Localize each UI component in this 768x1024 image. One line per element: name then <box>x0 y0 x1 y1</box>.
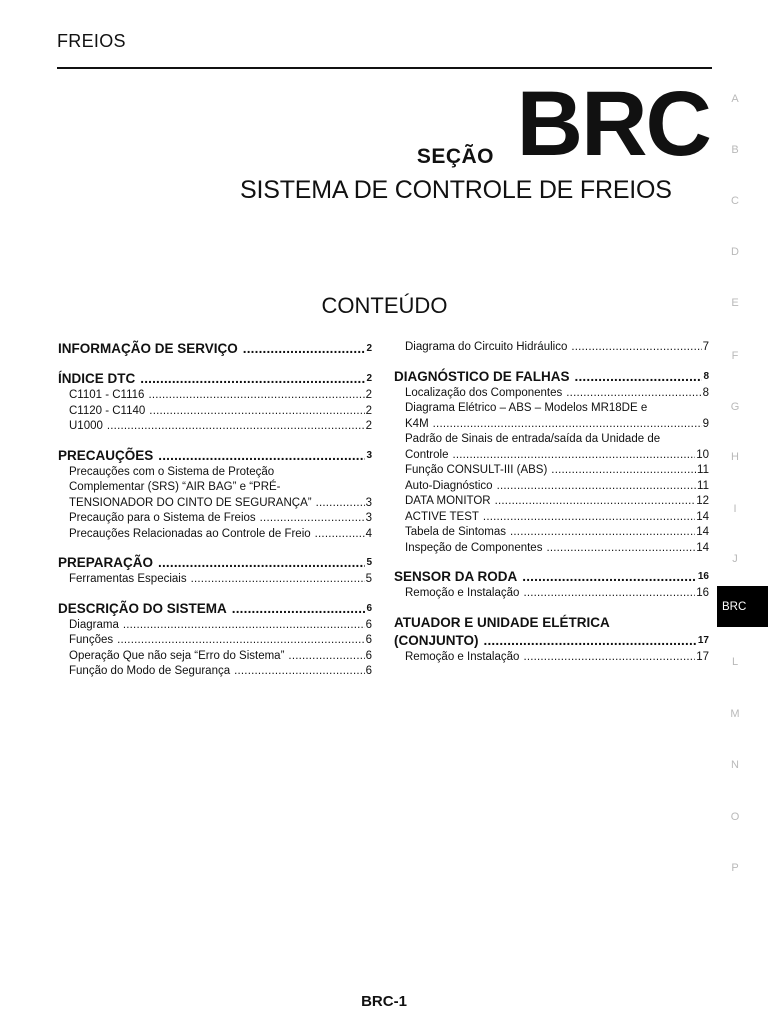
toc-heading[interactable] <box>394 368 709 386</box>
leader-dots <box>571 340 701 356</box>
leader-dots <box>232 600 366 618</box>
toc-heading[interactable] <box>58 600 372 618</box>
toc-item[interactable] <box>58 465 372 512</box>
toc-item-label: DATA MONITOR <box>405 495 491 507</box>
toc-item-label: Localização dos Componentes <box>405 386 563 399</box>
toc-item[interactable] <box>58 664 372 680</box>
section-code: BRC <box>516 73 710 175</box>
toc-heading-label: DESCRIÇÃO DO SISTEMA <box>58 600 227 616</box>
toc-item-label: Operação Que não seja “Erro do Sistema” <box>69 649 285 662</box>
toc-page-number: 3 <box>365 512 372 524</box>
toc-page-number: 10 <box>696 448 709 461</box>
side-index-letter[interactable]: G <box>730 401 740 413</box>
toc-page-number: 6 <box>366 602 372 614</box>
toc-page-number: 9 <box>702 417 709 430</box>
side-index-letter[interactable]: D <box>731 246 739 258</box>
toc-item-label: C1101 - C1116 <box>69 389 145 401</box>
leader-dots <box>566 386 701 402</box>
leader-dots <box>522 568 697 586</box>
toc-page-number: 6 <box>365 649 372 662</box>
toc-page-number: 6 <box>365 618 372 631</box>
toc-item-label: ACTIVE TEST <box>405 510 479 523</box>
toc-group <box>58 447 372 543</box>
leader-dots <box>158 554 365 572</box>
leader-dots <box>288 649 364 665</box>
toc-item[interactable] <box>394 463 709 479</box>
toc-page-number: 5 <box>365 573 372 585</box>
side-index-letter[interactable]: A <box>731 93 739 105</box>
side-index-letter[interactable]: J <box>732 553 738 565</box>
toc-item-label: Auto-Diagnóstico <box>405 479 493 492</box>
toc-heading[interactable] <box>394 568 709 586</box>
toc-item-label: Complementar (SRS) “AIR BAG” e “PRÉ- <box>69 481 281 493</box>
toc-item-label: U1000 <box>69 420 103 432</box>
toc-item-label: Diagrama <box>69 618 119 631</box>
toc-heading-label: INFORMAÇÃO DE SERVIÇO <box>58 341 238 356</box>
leader-dots <box>433 417 702 433</box>
toc-item[interactable] <box>58 527 372 543</box>
toc-page-number: 16 <box>696 587 709 599</box>
toc-page-number: 8 <box>702 386 709 399</box>
toc-item[interactable] <box>394 510 709 526</box>
toc-group <box>394 568 709 602</box>
section-tab-brc[interactable]: BRC <box>717 586 768 627</box>
leader-dots <box>107 419 365 435</box>
leader-dots <box>123 618 365 634</box>
leader-dots <box>148 388 364 404</box>
toc-item[interactable] <box>58 404 372 420</box>
toc-page-number: 3 <box>365 496 372 509</box>
header-divider <box>57 67 712 69</box>
side-index-letter[interactable]: I <box>733 503 737 515</box>
side-index-letter[interactable]: N <box>731 759 739 771</box>
toc-page-number: 14 <box>696 510 709 523</box>
toc-item-label: Função do Modo de Segurança <box>69 665 231 677</box>
toc-heading[interactable] <box>58 554 372 572</box>
side-index-letter[interactable]: E <box>731 297 739 309</box>
toc-heading-label: PREPARAÇÃO <box>58 555 154 570</box>
toc-item[interactable] <box>58 618 372 634</box>
toc-item-label: Funções <box>69 634 114 646</box>
toc-item[interactable] <box>58 419 372 435</box>
leader-dots <box>483 510 695 526</box>
leader-dots <box>484 632 697 650</box>
toc-item[interactable] <box>58 649 372 665</box>
section-label: SEÇÃO <box>416 145 494 168</box>
toc-page-number: 14 <box>696 541 709 554</box>
toc-heading-label: PRECAUÇÕES <box>58 447 154 463</box>
toc-page-number: 2 <box>366 343 372 354</box>
toc-item-label: TENSIONADOR DO CINTO DE SEGURANÇA” <box>69 496 312 509</box>
toc-heading[interactable] <box>58 340 372 358</box>
section-title: SISTEMA DE CONTROLE DE FREIOS <box>240 176 672 204</box>
toc-page-number: 3 <box>366 449 372 461</box>
toc-page-number: 2 <box>365 389 372 401</box>
toc-right-column <box>394 340 709 677</box>
leader-dots <box>523 650 695 666</box>
page-number: BRC-1 <box>361 993 407 1010</box>
toc-item[interactable] <box>394 479 709 495</box>
toc-page-number: 6 <box>365 634 372 646</box>
leader-dots <box>117 633 364 649</box>
toc-page-number: 14 <box>696 526 709 538</box>
toc-page-number: 6 <box>365 665 372 677</box>
toc-heading[interactable] <box>394 632 709 650</box>
contents-title: CONTEÚDO <box>321 293 448 318</box>
side-index-letter[interactable]: H <box>731 451 739 463</box>
toc-item[interactable] <box>58 633 372 649</box>
leader-dots <box>234 664 364 680</box>
toc-item-label: Remoção e Instalação <box>405 650 520 663</box>
leader-dots <box>158 447 365 465</box>
leader-dots <box>546 541 695 557</box>
toc-item-label: Diagrama Elétrico – ABS – Modelos MR18DE e <box>405 402 648 414</box>
toc-item[interactable] <box>394 340 709 356</box>
toc-heading-label: DIAGNÓSTICO DE FALHAS <box>394 368 570 384</box>
toc-item[interactable] <box>394 386 709 402</box>
toc-item[interactable] <box>58 388 372 404</box>
toc-heading[interactable] <box>58 447 372 465</box>
toc-page-number: 4 <box>365 527 372 540</box>
side-index-letter[interactable]: L <box>731 656 739 668</box>
toc-item[interactable] <box>58 572 372 588</box>
toc-page-number: 11 <box>697 479 709 492</box>
toc-item[interactable] <box>394 432 709 463</box>
toc-left-column <box>58 340 372 692</box>
toc-page-number: 8 <box>703 370 709 382</box>
toc-page-number: 16 <box>697 571 709 582</box>
toc-heading-label: (CONJUNTO) <box>394 632 479 648</box>
toc-group <box>58 370 372 435</box>
toc-item-label: Inspeção de Componentes <box>405 541 543 554</box>
toc-heading[interactable] <box>58 370 372 388</box>
toc-item[interactable] <box>394 448 709 464</box>
leader-dots <box>260 511 365 527</box>
side-index-letter[interactable]: M <box>730 708 740 720</box>
toc-page-number: 17 <box>697 634 709 646</box>
toc-item-label: Função CONSULT-III (ABS) <box>405 464 548 476</box>
leader-dots <box>495 494 696 510</box>
toc-item-label: Ferramentas Especiais <box>69 573 187 585</box>
toc-item-label: Precaução para o Sistema de Freios <box>69 512 256 524</box>
leader-dots <box>575 368 703 386</box>
toc-item-label: Controle <box>405 448 449 461</box>
leader-dots <box>243 340 366 358</box>
leader-dots <box>452 448 695 464</box>
toc-group <box>394 614 709 666</box>
leader-dots <box>316 496 365 512</box>
toc-page-number: 7 <box>702 341 709 353</box>
leader-dots <box>149 404 364 420</box>
toc-page-number: 5 <box>366 557 372 568</box>
toc-item[interactable] <box>58 496 372 512</box>
toc-item[interactable] <box>394 541 709 557</box>
toc-item-label: Precauções Relacionadas ao Controle de Freio <box>69 527 311 540</box>
header-title: FREIOS <box>57 31 126 51</box>
leader-dots <box>497 479 696 495</box>
toc-page-number: 2 <box>366 373 372 384</box>
toc-page-number: 2 <box>365 420 372 432</box>
toc-group <box>58 600 372 680</box>
side-index-letter[interactable]: P <box>731 862 739 874</box>
leader-dots <box>315 527 365 543</box>
toc-item-label: C1120 - C1140 <box>69 404 146 417</box>
side-index-letter[interactable]: C <box>731 195 739 207</box>
toc-page-number: 11 <box>697 464 709 476</box>
side-index-letter[interactable]: B <box>731 144 739 156</box>
toc-group <box>394 340 709 356</box>
leader-dots <box>510 525 695 541</box>
toc-group <box>58 340 372 358</box>
toc-item[interactable] <box>394 417 709 433</box>
leader-dots <box>551 463 696 479</box>
side-index-letter[interactable]: F <box>731 350 739 362</box>
toc-item-label: Precauções com o Sistema de Proteção <box>69 465 275 478</box>
leader-dots <box>140 370 365 388</box>
toc-heading[interactable] <box>394 614 709 650</box>
toc-item[interactable] <box>394 650 709 666</box>
toc-item-label: Padrão de Sinais de entrada/saída da Unidade de <box>405 433 661 445</box>
toc-group <box>58 554 372 588</box>
toc-item-label: K4M <box>405 417 429 430</box>
toc-item[interactable] <box>394 525 709 541</box>
toc-item[interactable] <box>394 586 709 602</box>
toc-item[interactable] <box>394 494 709 510</box>
toc-heading-label: ÍNDICE DTC <box>58 371 136 386</box>
toc-group <box>394 368 709 557</box>
toc-page-number: 17 <box>696 650 709 663</box>
leader-dots <box>191 572 365 588</box>
toc-item[interactable] <box>394 401 709 432</box>
side-index-letter[interactable]: O <box>730 811 740 823</box>
toc-page-number: 12 <box>696 495 709 507</box>
toc-page-number: 2 <box>365 404 372 417</box>
toc-heading-label: SENSOR DA RODA <box>394 569 518 584</box>
toc-heading-label: ATUADOR E UNIDADE ELÉTRICA <box>394 614 610 630</box>
toc-item-label: Diagrama do Circuito Hidráulico <box>405 341 568 353</box>
toc-item[interactable] <box>58 511 372 527</box>
toc-item-label: Tabela de Sintomas <box>405 526 507 538</box>
leader-dots <box>523 586 695 602</box>
toc-item-label: Remoção e Instalação <box>405 587 520 599</box>
